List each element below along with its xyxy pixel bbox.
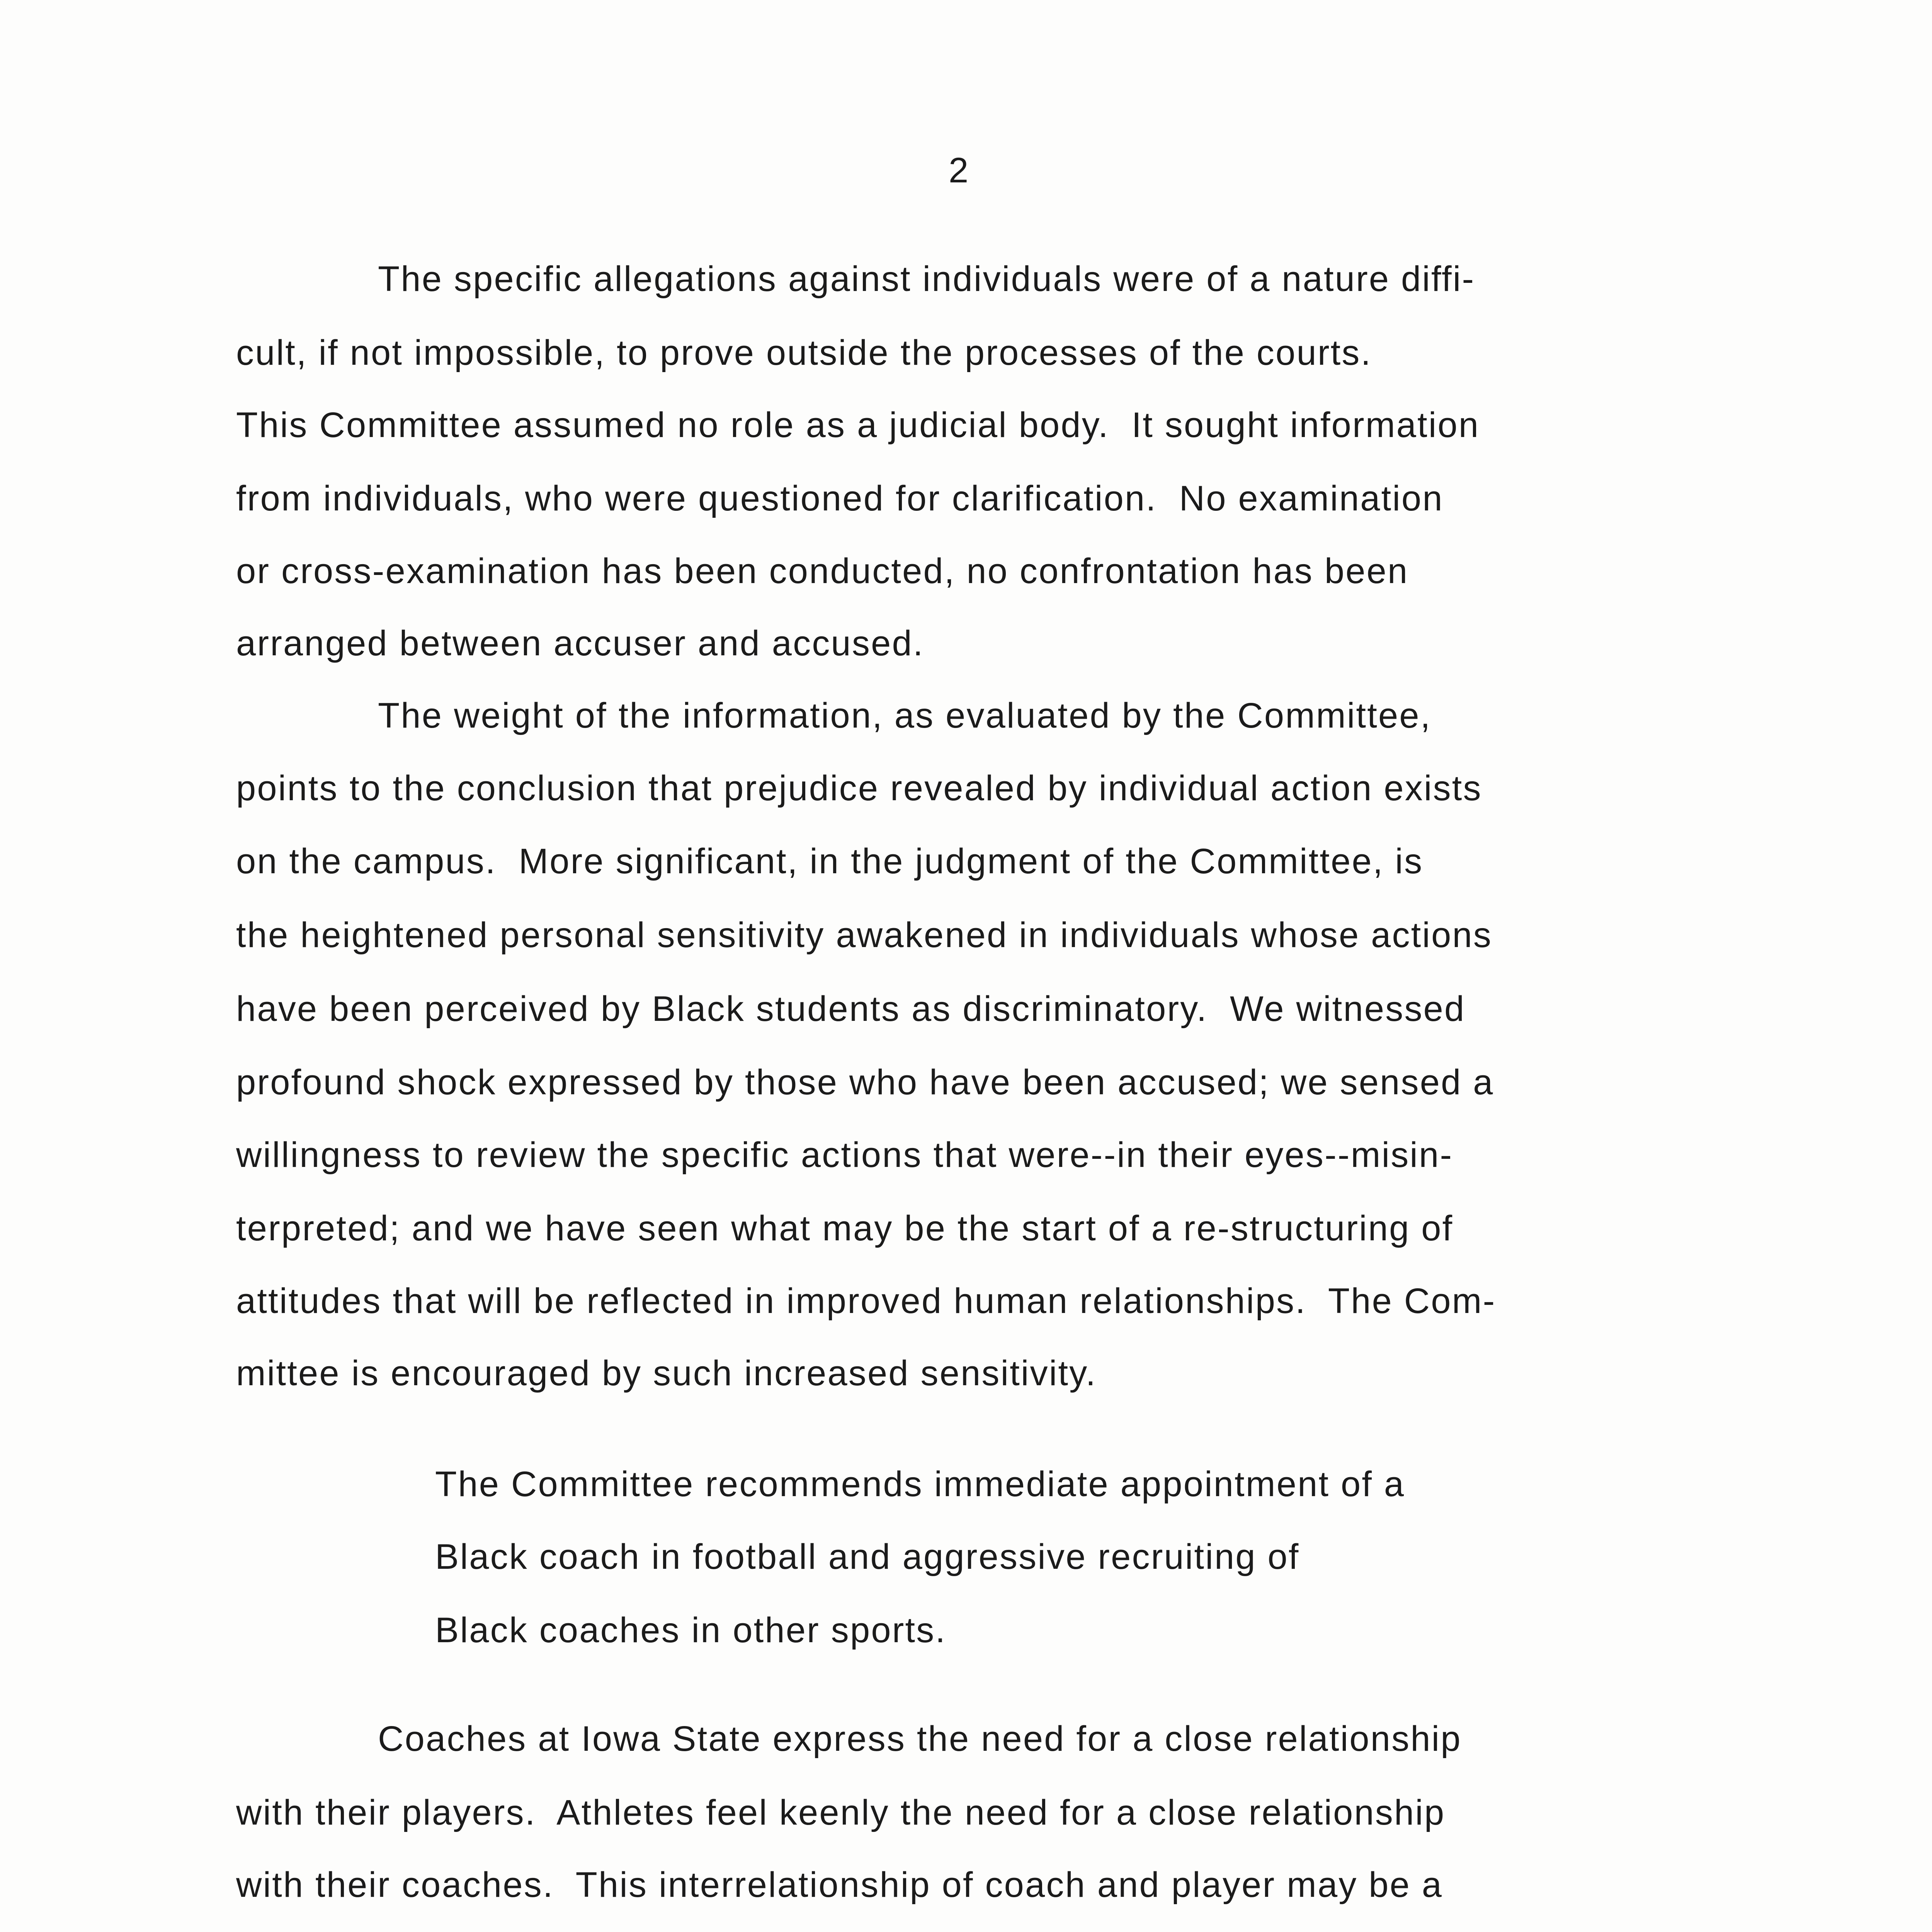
text-line: willingness to review the specific actions that were--in their eyes--misin- xyxy=(236,1135,1453,1175)
text-line: with their players. Athletes feel keenly the need for a close relationship xyxy=(236,1793,1446,1832)
text-line: on the campus. More significant, in the judgment of the Committee, is xyxy=(236,842,1423,881)
text-line: the heightened personal sensitivity awakened in individuals whose actions xyxy=(236,915,1493,955)
text-line: from individuals, who were questioned for clarification. No examination xyxy=(236,479,1444,518)
text-line: mittee is encouraged by such increased sensitivity. xyxy=(236,1354,1097,1393)
page-number: 2 xyxy=(949,151,969,190)
text-line: terpreted; and we have seen what may be the start of a re-structuring of xyxy=(236,1209,1454,1248)
text-line: Black coach in football and aggressive recruiting of xyxy=(435,1537,1300,1577)
text-line: arranged between accuser and accused. xyxy=(236,624,924,663)
text-line: Black coaches in other sports. xyxy=(435,1611,947,1650)
text-line: with their coaches. This interrelationship of coach and player may be a xyxy=(236,1865,1443,1905)
text-line: The specific allegations against individuals were of a nature diffi- xyxy=(378,259,1475,299)
text-line: attitudes that will be reflected in improved human relationships. The Com- xyxy=(236,1281,1496,1321)
text-line: profound shock expressed by those who have been accused; we sensed a xyxy=(236,1063,1494,1102)
text-line: or cross-examination has been conducted, no confrontation has been xyxy=(236,551,1409,591)
text-line: cult, if not impossible, to prove outside the processes of the courts. xyxy=(236,333,1372,372)
text-line: The weight of the information, as evaluated by the Committee, xyxy=(378,696,1432,735)
text-line: have been perceived by Black students as discriminatory. We witnessed xyxy=(236,989,1466,1029)
text-line: The Committee recommends immediate appointment of a xyxy=(435,1464,1405,1504)
text-line: points to the conclusion that prejudice revealed by individual action exists xyxy=(236,769,1482,808)
text-line: This Committee assumed no role as a judicial body. It sought information xyxy=(236,405,1480,445)
text-line: Coaches at Iowa State express the need for a close relationship xyxy=(378,1719,1462,1759)
